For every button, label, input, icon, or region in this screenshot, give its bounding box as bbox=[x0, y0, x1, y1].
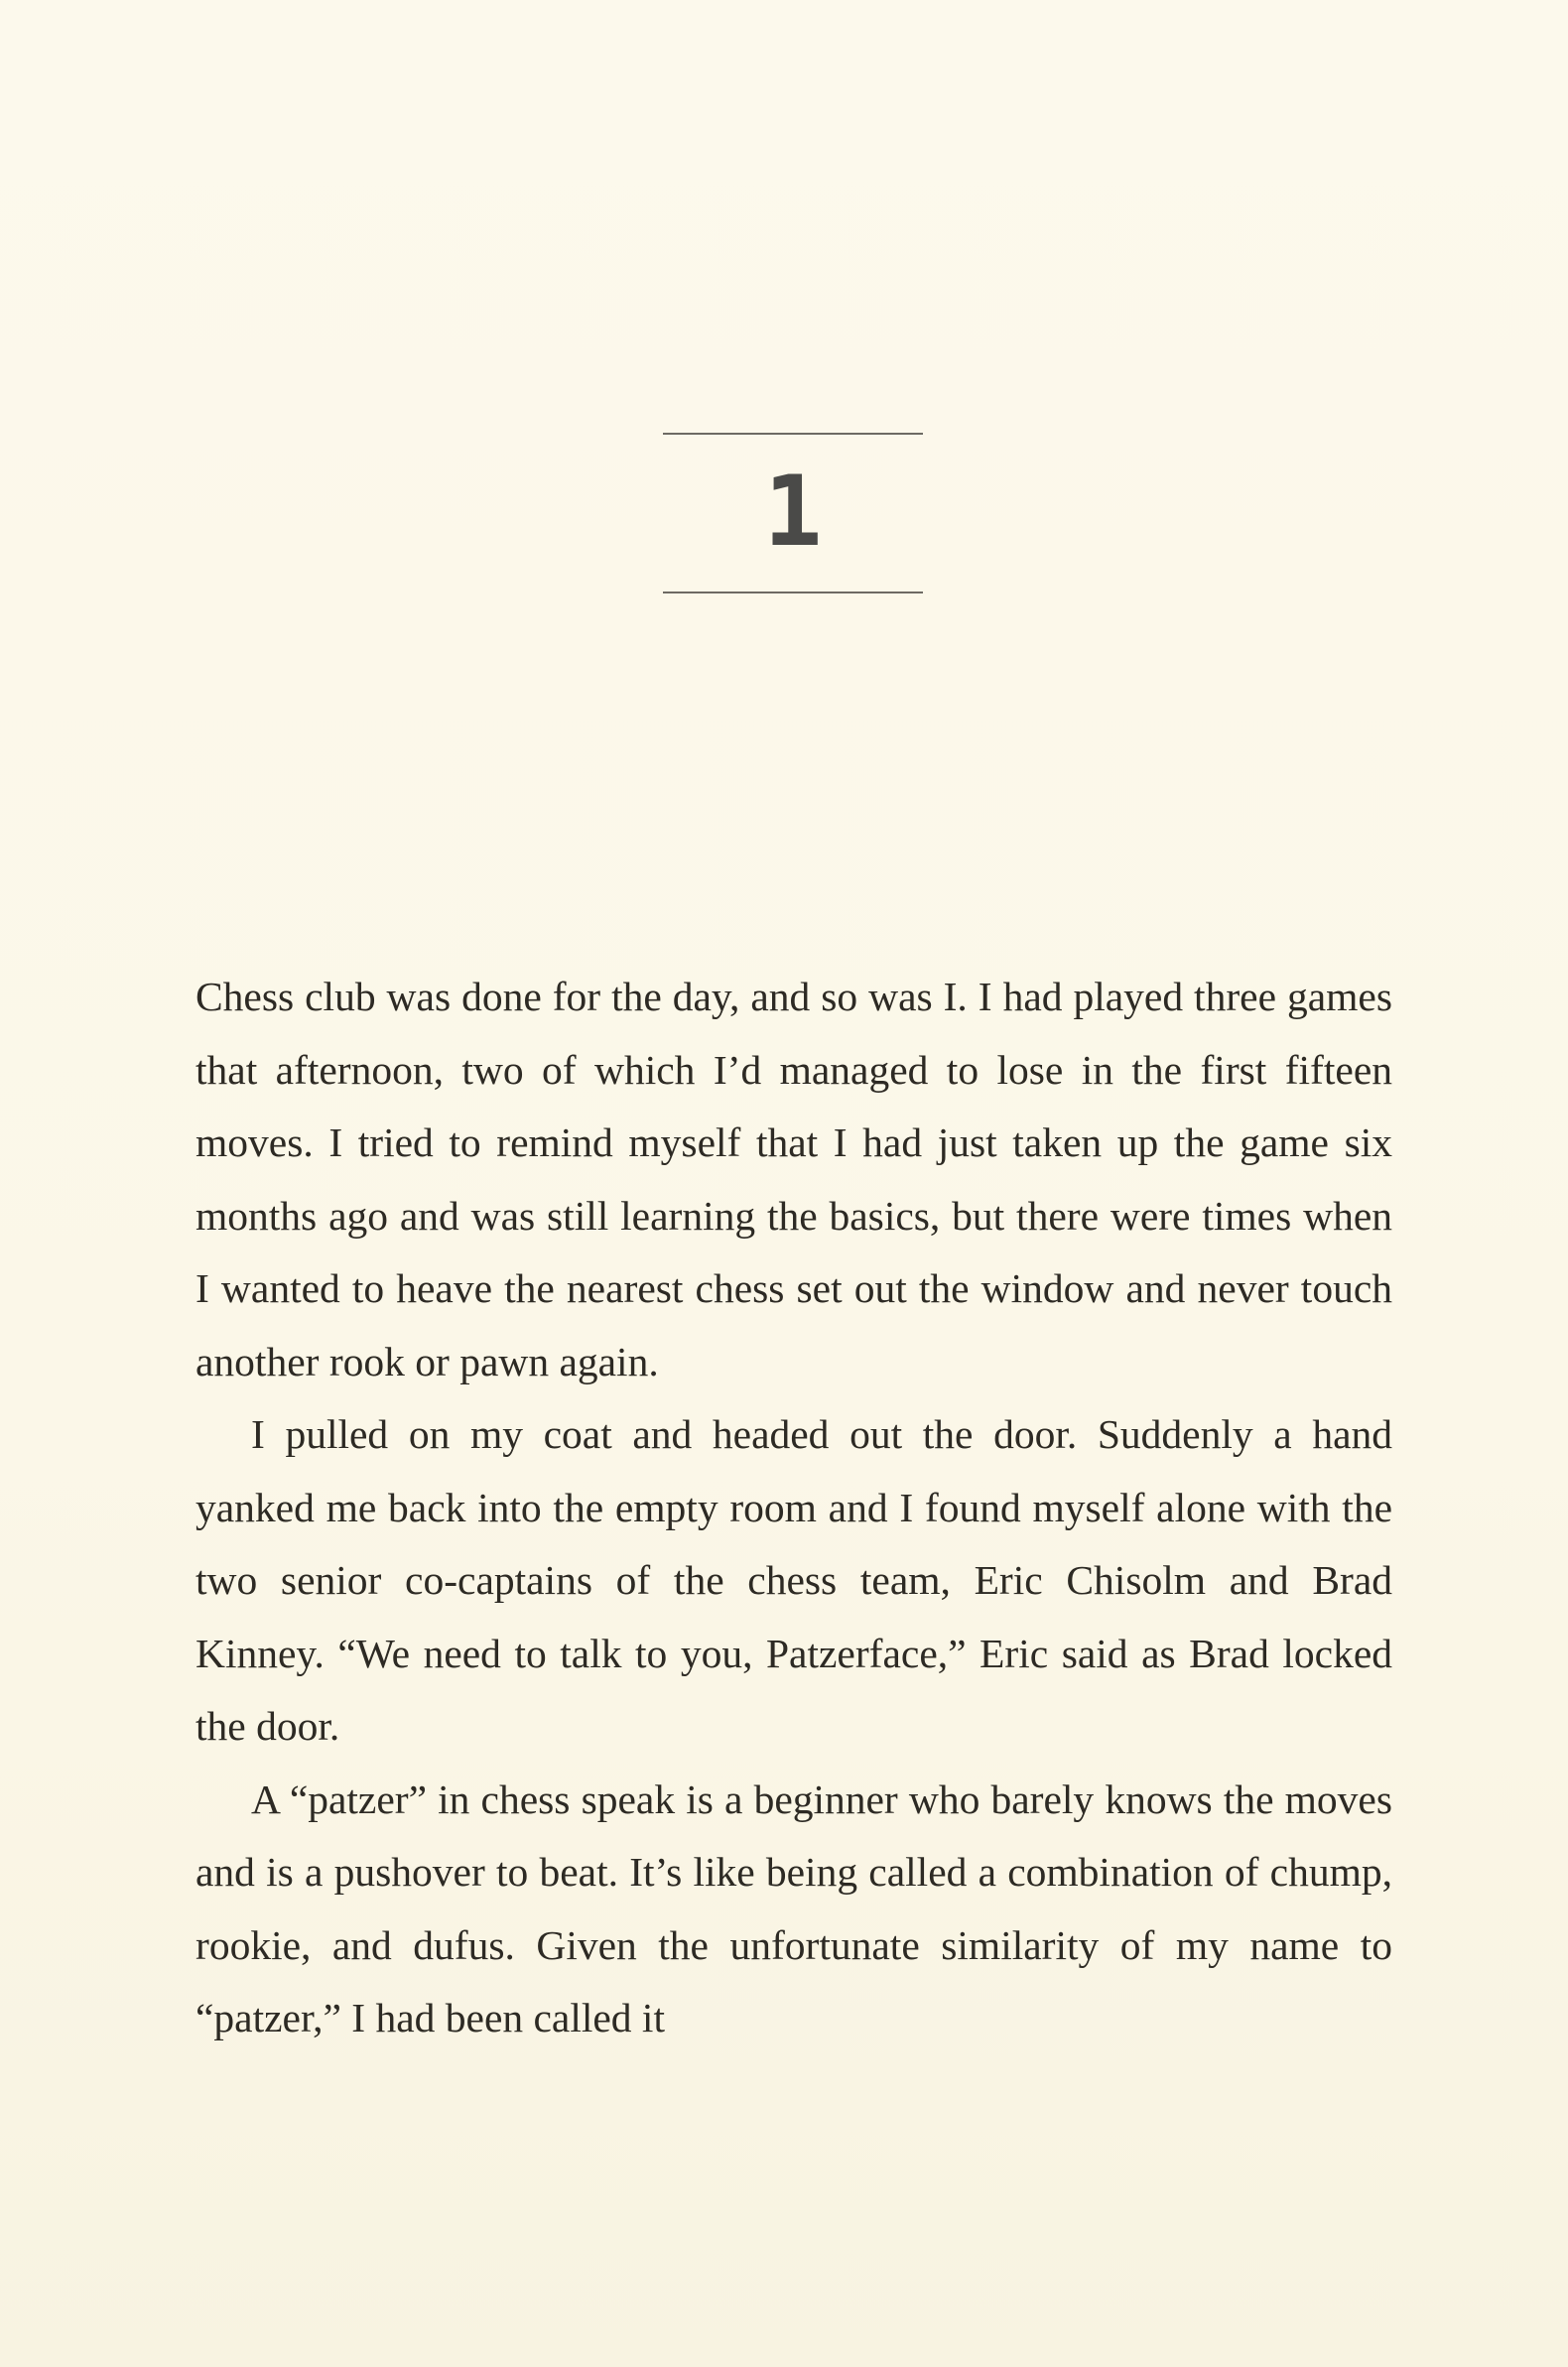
paragraph-1: Chess club was done for the day, and so was I. I had played three games that afternoon, two of which I’d managed to lose in the first fifteen moves. I tried to remind myself that I had just taken up the game six months ago and was still learning the basics, but there were times when I wanted to heave the nearest chess set out the window and never touch another rook or pawn again. bbox=[196, 974, 1392, 1384]
chapter-body-text bbox=[196, 961, 1392, 2055]
chapter-number: 1 bbox=[763, 456, 823, 569]
paragraph-2: I pulled on my coat and headed out the door. Suddenly a hand yanked me back into the empty room and I found myself alone with the two senior co-captains of the chess team, Eric Chisolm and Brad Kinney. “We need to talk to you, Patzerface,” Eric said as Brad locked the door. bbox=[196, 1411, 1392, 1749]
chapter-rule-bottom bbox=[663, 592, 923, 593]
chapter-rule-top bbox=[663, 433, 923, 435]
paragraph-3: A “patzer” in chess speak is a beginner who barely knows the moves and is a pushover to beat. It’s like being called a combination of chump, rookie, and dufus. Given the unfortunate similarity of my name to “patzer,” I had been called it bbox=[196, 1775, 1392, 2040]
chapter-heading bbox=[663, 433, 923, 595]
